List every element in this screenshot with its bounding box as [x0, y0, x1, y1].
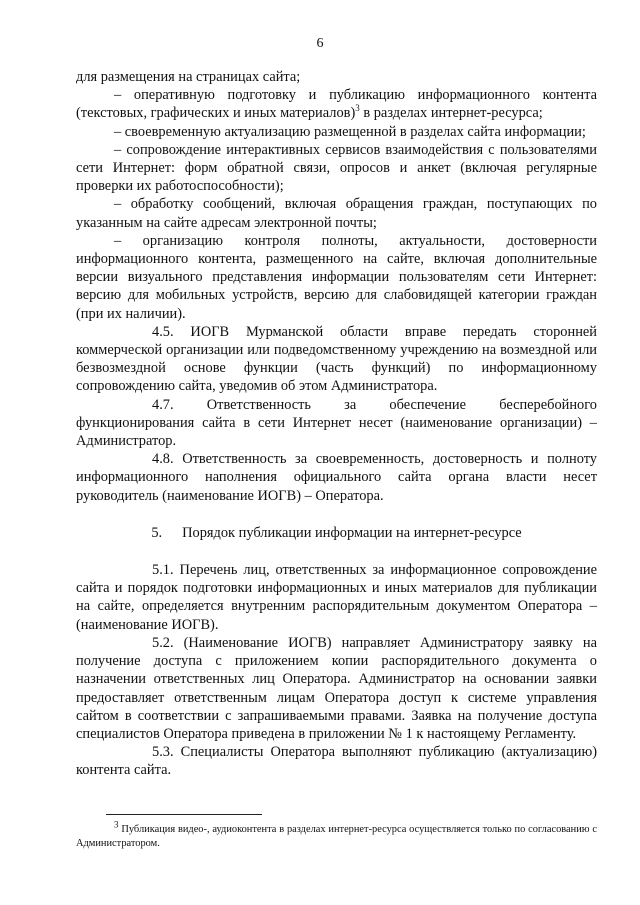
clause-5-3: 5.3. Специалисты Оператора выполняют публикацию (актуализацию) контента сайта. [76, 744, 597, 779]
list-item: – оперативную подготовку и публикацию информационного контента (текстовых, графических и иных материалов)$^3$ в разделах интернет-ресурса; [76, 87, 597, 122]
footnote-text: Публикация видео-, аудиоконтента в разделах интернет-ресурса осуществляется только по согласованию с Администратором. [76, 824, 597, 849]
clause-number: 4.7. [152, 396, 174, 413]
clause-4-8: 4.8. Ответственность за своевременность, достоверность и полноту информационного наполнения официального сайта органа власти несет руководитель (наименование ИОГВ) – Оператора. [76, 451, 597, 504]
list-item: – сопровождение интерактивных сервисов взаимодействия с пользователями сети Интернет: форм обратной связи, опросов и анкет (включая регулярные проверки их работоспособности); [76, 141, 597, 195]
footnote-ref: 3 [355, 103, 360, 114]
clause-number: 5.1. [152, 562, 174, 579]
footnote [76, 819, 597, 851]
clause-number: 5.3. [152, 744, 174, 761]
list-item: – обработку сообщений, включая обращения граждан, поступающих по указанным на сайте адресам электронной почты; [76, 196, 597, 231]
list-item: – организацию контроля полноты, актуальности, достоверности информационного контента, размещенного на сайте, включая дополнительные версии визуального представления информации пользователям сети Интернет: версию для мобильных устройств, версию для слабовидящей категории граждан (при их наличии). [76, 232, 597, 322]
footnote-mark: 3 [114, 819, 119, 830]
section-title: Порядок публикации информации на интернет-ресурсе [182, 524, 522, 541]
page-number: 6 [316, 36, 324, 51]
clause-5-2: 5.2. (Наименование ИОГВ) направляет Администратору заявку на получение доступа с приложением копии распорядительного документа о назначении ответственных лиц Оператора. Администратор на основании заявки предоставляет ответственным лицам Оператора доступ к системе управления сайтом в соответствии с запрашиваемыми правами. Заявка на получение доступа специалистов Оператора приведена в приложении № 1 к настоящему Регламенту. [76, 634, 597, 742]
clause-number: 4.5. [152, 323, 174, 340]
paragraph: для размещения на страницах сайта; [76, 69, 301, 85]
list-item: – своевременную актуализацию размещенной в разделах сайта информации; [114, 123, 586, 140]
clause-5-1: 5.1. Перечень лиц, ответственных за информационное сопровождение сайта и порядок подготовки информационных и иных материалов для публикации на сайте, определяется внутренним распорядительным документом Оператора – (наименование ИОГВ). [76, 562, 597, 633]
clause-number: 4.8. [152, 451, 174, 468]
section-number: 5. [151, 524, 163, 541]
document-body [76, 68, 597, 780]
clause-4-5: 4.5. ИОГВ Мурманской области вправе передать сторонней коммерческой организации или подведомственному учреждению на возмездной или безвозмездной основе функции (часть функций) по информационному сопровождению сайта, уведомив об этом Администратора. [76, 323, 597, 395]
section-heading [76, 524, 597, 542]
clause-4-7: 4.7. Ответственность за обеспечение бесперебойного функционирования сайта в сети Интернет несет (наименование организации) – Администратор. [76, 396, 597, 450]
clause-number: 5.2. [152, 634, 174, 651]
footnote-divider [106, 814, 262, 815]
